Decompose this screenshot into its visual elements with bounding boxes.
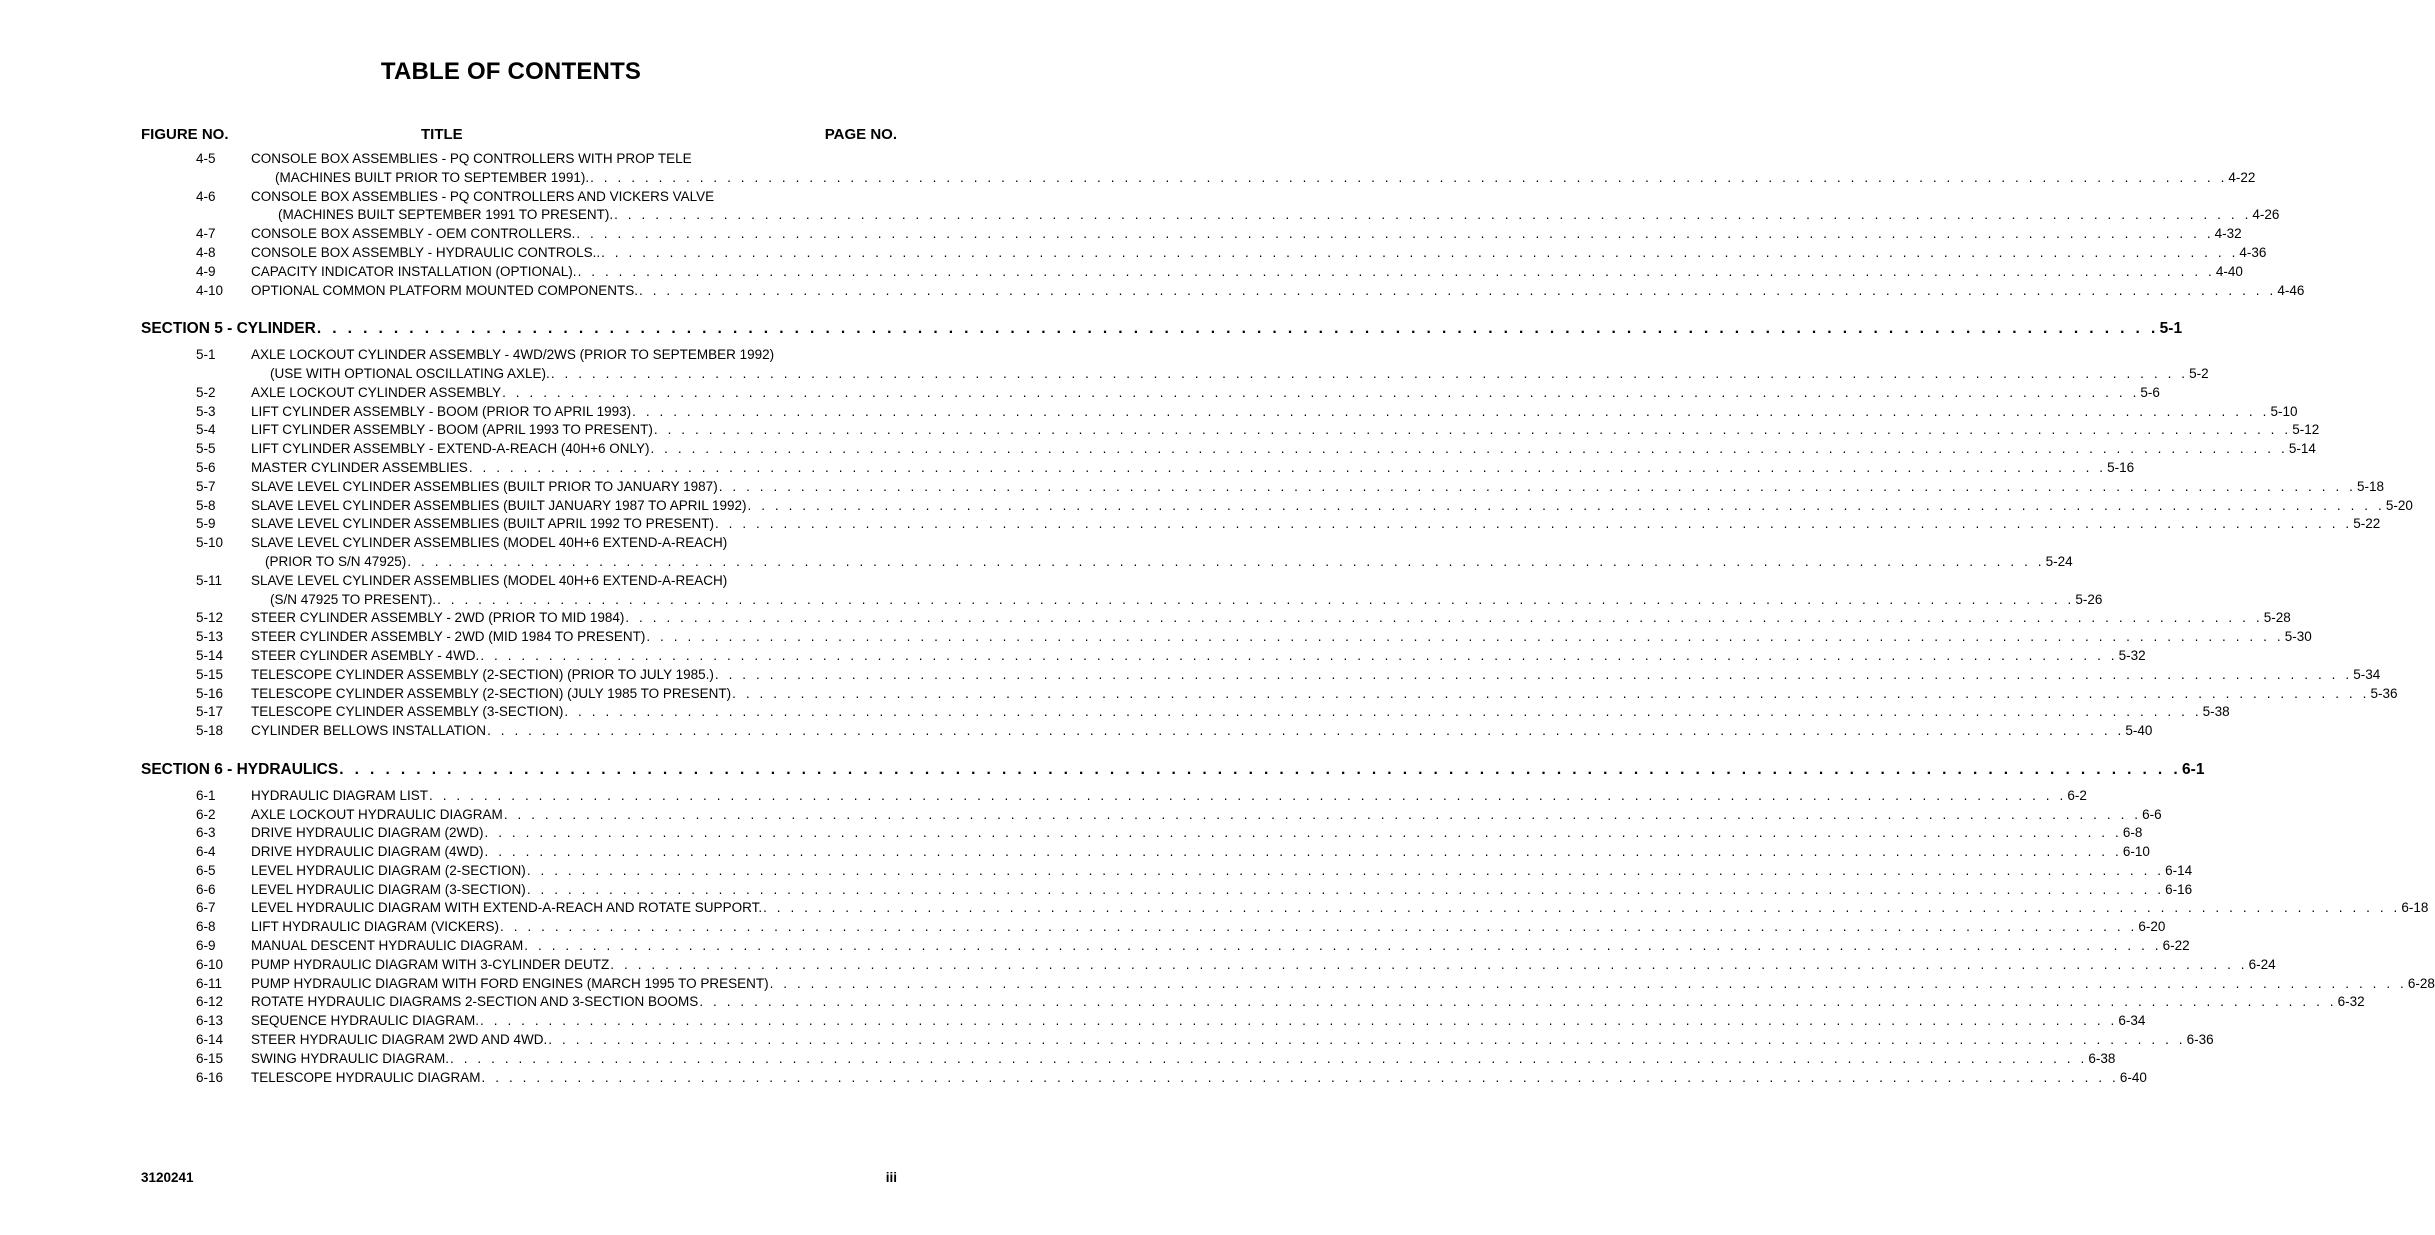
dot-leader: . . . . . . . . . . . . . . . . . . . . . . . . . . . . . . . . . . . . . . . . . . . . . . . . . . . . . . . . . . . . . . . . . . . . . . . . . . . . . . . . . . . . . . . . . . . . . . . . . . . . . . . . . . . . . . . . . . . . . . . . bbox=[450, 1050, 2088, 1066]
toc-entry-continuation bbox=[0, 365, 2209, 384]
figure-number: 6-5 bbox=[196, 862, 216, 878]
toc-leader-line bbox=[275, 169, 2256, 188]
toc-section-heading bbox=[0, 320, 2183, 339]
page-ref: 6-16 bbox=[2165, 881, 2193, 897]
figure-title: (PRIOR TO S/N 47925) bbox=[265, 553, 407, 569]
toc-leader-line bbox=[251, 1069, 2147, 1088]
toc-entry bbox=[0, 150, 954, 169]
figure-number: 6-9 bbox=[196, 938, 216, 954]
toc-leader-line bbox=[251, 956, 2276, 975]
page-ref: 6-36 bbox=[2186, 1032, 2214, 1048]
toc-section-heading bbox=[0, 760, 2205, 780]
toc-entry bbox=[0, 1050, 2116, 1069]
page-ref: 4-26 bbox=[2252, 207, 2280, 223]
toc-leader-line bbox=[251, 459, 2135, 478]
toc-entry bbox=[0, 824, 2143, 843]
section-title: SECTION 5 - CYLINDER bbox=[141, 320, 316, 338]
dot-leader: . . . . . . . . . . . . . . . . . . . . . . . . . . . . . . . . . . . . . . . . . . . . . . . . . . . . . . . . . . . . . . . . . . . . . . . . . . . . . . . . . . . . . . . . . . . . . . . . . . . . . . . . . . . . . . . . . . . . . . . . bbox=[625, 610, 2263, 626]
figure-number: 6-14 bbox=[196, 1032, 224, 1048]
dot-leader: . . . . . . . . . . . . . . . . . . . . . . . . . . . . . . . . . . . . . . . . . . . . . . . . . . . . . . . . . . . . . . . . . . . . . . . . . . . . . . . . . . . . . . . . . . . . . . . . . . . . . . . . . . . . . . . . . . . . . . . . bbox=[610, 956, 2248, 972]
toc-leader-line bbox=[141, 760, 2205, 780]
dot-leader: . . . . . . . . . . . . . . . . . . . . . . . . . . . . . . . . . . . . . . . . . . . . . . . . . . . . . . . . . . . . . . . . . . . . . . . . . . . . . . . . . . . . . . . . . . . . . . . . . . . . . . . . . . . . . . . . . . . . . . . . bbox=[763, 900, 2401, 916]
figure-title: OPTIONAL COMMON PLATFORM MOUNTED COMPONENTS. bbox=[251, 282, 639, 298]
toc-leader-line bbox=[251, 899, 2429, 918]
toc-entry bbox=[0, 263, 2243, 282]
page-ref: 5-32 bbox=[2118, 647, 2146, 663]
toc-leader-line bbox=[270, 591, 2103, 610]
dot-leader: . . . . . . . . . . . . . . . . . . . . . . . . . . . . . . . . . . . . . . . . . . . . . . . . . . . . . . . . . . . . . . . . . . . . . . . . . . . . . . . . . . . . . . . . . . . . . . . . . . . . . . . . . . . . . . . . . . . . . . . . bbox=[339, 760, 2182, 778]
figure-number: 6-13 bbox=[196, 1013, 224, 1029]
figure-number: 6-2 bbox=[196, 806, 216, 822]
toc-leader-line bbox=[251, 628, 2312, 647]
page-ref: 5-24 bbox=[2045, 553, 2073, 569]
toc-entry bbox=[0, 703, 2230, 722]
toc-entry bbox=[0, 403, 2298, 422]
figure-title: ROTATE HYDRAULIC DIAGRAMS 2-SECTION AND 3-SECTION BOOMS bbox=[251, 994, 699, 1010]
page-ref: 5-38 bbox=[2202, 704, 2230, 720]
toc-leader-line bbox=[251, 685, 2398, 704]
figure-title: LIFT CYLINDER ASSEMBLY - BOOM (PRIOR TO APRIL 1993) bbox=[251, 403, 632, 419]
figure-number: 6-4 bbox=[196, 844, 216, 860]
figure-number: 6-16 bbox=[196, 1069, 224, 1085]
dot-leader: . . . . . . . . . . . . . . . . . . . . . . . . . . . . . . . . . . . . . . . . . . . . . . . . . . . . . . . . . . . . . . . . . . . . . . . . . . . . . . . . . . . . . . . . . . . . . . . . . . . . . . . . . . . . . . . . . . . . . . . . bbox=[639, 282, 2277, 298]
page-ref: 5-18 bbox=[2357, 478, 2385, 494]
page-ref: 5-14 bbox=[2288, 441, 2316, 457]
figure-title: (MACHINES BUILT PRIOR TO SEPTEMBER 1991). bbox=[275, 169, 590, 185]
page-ref: 6-20 bbox=[2138, 919, 2166, 935]
toc-entry bbox=[0, 225, 2242, 244]
page-ref: 6-34 bbox=[2118, 1013, 2146, 1029]
figure-title: HYDRAULIC DIAGRAM LIST bbox=[251, 787, 429, 803]
figure-number: 5-18 bbox=[196, 723, 224, 739]
dot-leader: . . . . . . . . . . . . . . . . . . . . . . . . . . . . . . . . . . . . . . . . . . . . . . . . . . . . . . . . . . . . . . . . . . . . . . . . . . . . . . . . . . . . . . . . . . . . . . . . . . . . . . . . . . . . . . . . . . . . . . . . bbox=[590, 169, 2228, 185]
toc-leader-line bbox=[278, 206, 2280, 225]
figure-title: SLAVE LEVEL CYLINDER ASSEMBLIES (MODEL 40H+6 EXTEND-A-REACH) bbox=[251, 535, 728, 551]
figure-number: 5-11 bbox=[196, 572, 223, 588]
figure-number: 6-11 bbox=[196, 975, 223, 991]
figure-title: CONSOLE BOX ASSEMBLIES - PQ CONTROLLERS AND VICKERS VALVE bbox=[251, 188, 715, 204]
dot-leader: . . . . . . . . . . . . . . . . . . . . . . . . . . . . . . . . . . . . . . . . . . . . . . . . . . . . . . . . . . . . . . . . . . . . . . . . . . . . . . . . . . . . . . . . . . . . . . . . . . . . . . . . . . . . . . . . . . . . . . . . bbox=[769, 975, 2407, 991]
page-ref: 6-2 bbox=[2067, 787, 2087, 803]
toc-entry bbox=[0, 421, 2320, 440]
figure-title: CAPACITY INDICATOR INSTALLATION (OPTIONAL). bbox=[251, 263, 577, 279]
figure-title: SEQUENCE HYDRAULIC DIAGRAM. bbox=[251, 1013, 480, 1029]
page-ref: 6-8 bbox=[2122, 825, 2143, 841]
figure-number: 4-10 bbox=[196, 282, 224, 298]
figure-title: SWING HYDRAULIC DIAGRAM. bbox=[251, 1050, 450, 1066]
figure-title: DRIVE HYDRAULIC DIAGRAM (4WD) bbox=[251, 844, 484, 860]
toc-leader-line bbox=[251, 647, 2146, 666]
figure-title: PUMP HYDRAULIC DIAGRAM WITH FORD ENGINES (MARCH 1995 TO PRESENT) bbox=[251, 975, 769, 991]
dot-leader: . . . . . . . . . . . . . . . . . . . . . . . . . . . . . . . . . . . . . . . . . . . . . . . . . . . . . . . . . . . . . . . . . . . . . . . . . . . . . . . . . . . . . . . . . . . . . . . . . . . . . . . . . . . . . . . . . . . . . . . . bbox=[550, 365, 2189, 381]
page-ref: 4-46 bbox=[2277, 282, 2305, 298]
toc-entry bbox=[0, 609, 2291, 628]
figure-title: MANUAL DESCENT HYDRAULIC DIAGRAM bbox=[251, 938, 524, 954]
page-title: TABLE OF CONTENTS bbox=[380, 58, 642, 85]
figure-title: CYLINDER BELLOWS INSTALLATION bbox=[251, 723, 487, 739]
dot-leader: . . . . . . . . . . . . . . . . . . . . . . . . . . . . . . . . . . . . . . . . . . . . . . . . . . . . . . . . . . . . . . . . . . . . . . . . . . . . . . . . . . . . . . . . . . . . . . . . . . . . . . . . . . . . . . . . . . . . . . . . bbox=[502, 384, 2140, 400]
column-header-title: TITLE bbox=[421, 126, 463, 143]
toc-entry bbox=[0, 993, 2365, 1012]
page-ref: 5-12 bbox=[2292, 422, 2320, 438]
page-ref: 6-10 bbox=[2122, 844, 2150, 860]
toc-leader-line bbox=[251, 993, 2365, 1012]
toc-leader-line bbox=[251, 862, 2193, 881]
dot-leader: . . . . . . . . . . . . . . . . . . . . . . . . . . . . . . . . . . . . . . . . . . . . . . . . . . . . . . . . . . . . . . . . . . . . . . . . . . . . . . . . . . . . . . . . . . . . . . . . . . . . . . . . . . . . . . . . . . . . . . . . bbox=[503, 806, 2142, 822]
dot-leader: . . . . . . . . . . . . . . . . . . . . . . . . . . . . . . . . . . . . . . . . . . . . . . . . . . . . . . . . . . . . . . . . . . . . . . . . . . . . . . . . . . . . . . . . . . . . . . . . . . . . . . . . . . . . . . . . . . . . . . . . bbox=[407, 553, 2045, 569]
figure-number: 5-15 bbox=[196, 666, 224, 682]
toc-entry bbox=[0, 1012, 2146, 1031]
figure-number: 6-3 bbox=[196, 825, 216, 841]
figure-number: 5-17 bbox=[196, 704, 224, 720]
dot-leader: . . . . . . . . . . . . . . . . . . . . . . . . . . . . . . . . . . . . . . . . . . . . . . . . . . . . . . . . . . . . . . . . . . . . . . . . . . . . . . . . . . . . . . . . . . . . . . . . . . . . . . . . . . . . . . . . . . . . . . . . bbox=[632, 403, 2270, 419]
toc-entry bbox=[0, 384, 2160, 403]
dot-leader: . . . . . . . . . . . . . . . . . . . . . . . . . . . . . . . . . . . . . . . . . . . . . . . . . . . . . . . . . . . . . . . . . . . . . . . . . . . . . . . . . . . . . . . . . . . . . . . . . . . . . . . . . . . . . . . . . . . . . . . . bbox=[747, 497, 2385, 513]
toc-leader-line bbox=[251, 918, 2166, 937]
figure-title: SLAVE LEVEL CYLINDER ASSEMBLIES (BUILT APRIL 1992 TO PRESENT) bbox=[251, 516, 714, 532]
figure-title: (USE WITH OPTIONAL OSCILLATING AXLE). bbox=[270, 365, 550, 381]
toc-leader-line bbox=[251, 282, 2305, 301]
dot-leader: . . . . . . . . . . . . . . . . . . . . . . . . . . . . . . . . . . . . . . . . . . . . . . . . . . . . . . . . . . . . . . . . . . . . . . . . . . . . . . . . . . . . . . . . . . . . . . . . . . . . . . . . . . . . . . . . . . . . . . . . bbox=[480, 647, 2118, 663]
toc-entry bbox=[0, 346, 954, 365]
page-ref: 5-10 bbox=[2270, 403, 2298, 419]
toc-entry bbox=[0, 843, 2150, 862]
dot-leader: . . . . . . . . . . . . . . . . . . . . . . . . . . . . . . . . . . . . . . . . . . . . . . . . . . . . . . . . . . . . . . . . . . . . . . . . . . . . . . . . . . . . . . . . . . . . . . . . . . . . . . . . . . . . . . . . . . . . . . . . bbox=[500, 919, 2138, 935]
toc-entry bbox=[0, 956, 2276, 975]
column-header-figure-no: FIGURE NO. bbox=[141, 126, 229, 143]
figure-number: 5-14 bbox=[196, 647, 224, 663]
dot-leader: . . . . . . . . . . . . . . . . . . . . . . . . . . . . . . . . . . . . . . . . . . . . . . . . . . . . . . . . . . . . . . . . . . . . . . . . . . . . . . . . . . . . . . . . . . . . . . . . . . . . . . . . . . . . . . . . . . . . . . . . bbox=[481, 1069, 2119, 1085]
dot-leader: . . . . . . . . . . . . . . . . . . . . . . . . . . . . . . . . . . . . . . . . . . . . . . . . . . . . . . . . . . . . . . . . . . . . . . . . . . . . . . . . . . . . . . . . . . . . . . . . . . . . . . . . . . . . . . . . . . . . . . . . bbox=[429, 787, 2067, 803]
figure-title: CONSOLE BOX ASSEMBLIES - PQ CONTROLLERS WITH PROP TELE bbox=[251, 151, 692, 166]
dot-leader: . . . . . . . . . . . . . . . . . . . . . . . . . . . . . . . . . . . . . . . . . . . . . . . . . . . . . . . . . . . . . . . . . . . . . . . . . . . . . . . . . . . . . . . . . . . . . . . . . . . . . . . . . . . . . . . . . . . . . . . . bbox=[526, 862, 2165, 878]
dot-leader: . . . . . . . . . . . . . . . . . . . . . . . . . . . . . . . . . . . . . . . . . . . . . . . . . . . . . . . . . . . . . . . . . . . . . . . . . . . . . . . . . . . . . . . . . . . . . . . . . . . . . . . . . . . . . . . . . . . . . . . . bbox=[487, 723, 2125, 739]
toc-leader-line bbox=[251, 975, 2435, 994]
toc-entry bbox=[0, 647, 2146, 666]
toc-entry-continuation bbox=[0, 206, 2280, 225]
page-ref: 5-26 bbox=[2075, 591, 2103, 607]
toc-entry bbox=[0, 881, 2193, 900]
figure-title: TELESCOPE CYLINDER ASSEMBLY (2-SECTION) (JULY 1985 TO PRESENT) bbox=[251, 685, 732, 701]
toc-entry bbox=[0, 1069, 2147, 1088]
page-ref: 6-24 bbox=[2248, 956, 2276, 972]
toc-entry bbox=[0, 918, 2166, 937]
toc-leader-line bbox=[251, 1031, 2214, 1050]
figure-number: 5-6 bbox=[196, 459, 216, 475]
page-ref: 5-20 bbox=[2385, 497, 2413, 513]
toc-leader-line bbox=[251, 824, 2143, 843]
page-ref: 6-28 bbox=[2407, 975, 2435, 991]
figure-number: 5-7 bbox=[196, 478, 216, 494]
toc-entry bbox=[0, 459, 2135, 478]
toc-leader-line bbox=[251, 421, 2320, 440]
figure-number: 5-13 bbox=[196, 629, 224, 645]
figure-number: 4-9 bbox=[196, 263, 216, 279]
figure-number: 6-10 bbox=[196, 956, 224, 972]
dot-leader: . . . . . . . . . . . . . . . . . . . . . . . . . . . . . . . . . . . . . . . . . . . . . . . . . . . . . . . . . . . . . . . . . . . . . . . . . . . . . . . . . . . . . . . . . . . . . . . . . . . . . . . . . . . . . . . . . . . . . . . . bbox=[564, 704, 2202, 720]
figure-title: TELESCOPE CYLINDER ASSEMBLY (3-SECTION) bbox=[251, 704, 564, 720]
document-number: 3120241 bbox=[141, 1170, 194, 1185]
figure-title: CONSOLE BOX ASSEMBLY - OEM CONTROLLERS. bbox=[251, 226, 576, 242]
dot-leader: . . . . . . . . . . . . . . . . . . . . . . . . . . . . . . . . . . . . . . . . . . . . . . . . . . . . . . . . . . . . . . . . . . . . . . . . . . . . . . . . . . . . . . . . . . . . . . . . . . . . . . . . . . . . . . . . . . . . . . . . bbox=[732, 685, 2370, 701]
toc-leader-line bbox=[251, 787, 2087, 806]
page-ref: 6-22 bbox=[2162, 938, 2190, 954]
page-ref: 6-18 bbox=[2401, 900, 2429, 916]
toc-leader-line bbox=[251, 881, 2193, 900]
page-ref: 5-22 bbox=[2353, 516, 2381, 532]
dot-leader: . . . . . . . . . . . . . . . . . . . . . . . . . . . . . . . . . . . . . . . . . . . . . . . . . . . . . . . . . . . . . . . . . . . . . . . . . . . . . . . . . . . . . . . . . . . . . . . . . . . . . . . . . . . . . . . . . . . . . . . . bbox=[714, 516, 2353, 532]
figure-title: SLAVE LEVEL CYLINDER ASSEMBLIES (MODEL 40H+6 EXTEND-A-REACH) bbox=[251, 572, 728, 588]
figure-number: 5-10 bbox=[196, 535, 224, 551]
toc-entry bbox=[0, 685, 2398, 704]
toc-leader-line bbox=[251, 722, 2153, 741]
dot-leader: . . . . . . . . . . . . . . . . . . . . . . . . . . . . . . . . . . . . . . . . . . . . . . . . . . . . . . . . . . . . . . . . . . . . . . . . . . . . . . . . . . . . . . . . . . . . . . . . . . . . . . . . . . . . . . . . . . . . . . . . bbox=[526, 881, 2165, 897]
toc-entry-continuation bbox=[0, 553, 2073, 572]
page-ref: 6-38 bbox=[2088, 1050, 2116, 1066]
dot-leader: . . . . . . . . . . . . . . . . . . . . . . . . . . . . . . . . . . . . . . . . . . . . . . . . . . . . . . . . . . . . . . . . . . . . . . . . . . . . . . . . . . . . . . . . . . . . . . . . . . . . . . . . . . . . . . . . . . . . . . . . bbox=[480, 1013, 2118, 1029]
page-ref: 5-28 bbox=[2263, 610, 2291, 626]
toc-entry bbox=[0, 534, 954, 553]
figure-number: 6-12 bbox=[196, 994, 224, 1010]
figure-title: TELESCOPE HYDRAULIC DIAGRAM bbox=[251, 1069, 481, 1085]
toc-leader-line bbox=[251, 263, 2243, 282]
dot-leader: . . . . . . . . . . . . . . . . . . . . . . . . . . . . . . . . . . . . . . . . . . . . . . . . . . . . . . . . . . . . . . . . . . . . . . . . . . . . . . . . . . . . . . . . . . . . . . . . . . . . . . . . . . . . . . . . . . . . . . . . bbox=[699, 994, 2337, 1010]
toc-leader-line bbox=[251, 937, 2190, 956]
toc-list bbox=[0, 150, 2435, 1087]
dot-leader: . . . . . . . . . . . . . . . . . . . . . . . . . . . . . . . . . . . . . . . . . . . . . . . . . . . . . . . . . . . . . . . . . . . . . . . . . . . . . . . . . . . . . . . . . . . . . . . . . . . . . . . . . . . . . . . . . . . . . . . . bbox=[484, 825, 2122, 841]
toc-leader-line bbox=[265, 553, 2073, 572]
toc-entry bbox=[0, 899, 2429, 918]
page-ref: 5-30 bbox=[2284, 629, 2312, 645]
figure-number: 4-6 bbox=[196, 188, 216, 204]
page-ref: 6-6 bbox=[2142, 806, 2162, 822]
dot-leader: . . . . . . . . . . . . . . . . . . . . . . . . . . . . . . . . . . . . . . . . . . . . . . . . . . . . . . . . . . . . . . . . . . . . . . . . . . . . . . . . . . . . . . . . . . . . . . . . . . . . . . . . . . . . . . . . . . . . . . . . bbox=[577, 263, 2215, 279]
toc-leader-line bbox=[251, 1012, 2146, 1031]
toc-entry bbox=[0, 497, 2413, 516]
toc-leader-line bbox=[251, 806, 2162, 825]
page-ref: 6-32 bbox=[2337, 994, 2365, 1010]
toc-leader-line bbox=[251, 497, 2413, 516]
toc-entry bbox=[0, 628, 2312, 647]
toc-leader-line bbox=[251, 843, 2150, 862]
dot-leader: . . . . . . . . . . . . . . . . . . . . . . . . . . . . . . . . . . . . . . . . . . . . . . . . . . . . . . . . . . . . . . . . . . . . . . . . . . . . . . . . . . . . . . . . . . . . . . . . . . . . . . . . . . . . . . . . . . . . . . . . bbox=[646, 629, 2284, 645]
figure-number: 5-8 bbox=[196, 497, 216, 513]
page-ref: 5-40 bbox=[2125, 723, 2153, 739]
dot-leader: . . . . . . . . . . . . . . . . . . . . . . . . . . . . . . . . . . . . . . . . . . . . . . . . . . . . . . . . . . . . . . . . . . . . . . . . . . . . . . . . . . . . . . . . . . . . . . . . . . . . . . . . . . . . . . . . . . . . . . . . bbox=[548, 1032, 2186, 1048]
figure-title: STEER CYLINDER ASSEMBLY - 2WD (MID 1984 TO PRESENT) bbox=[251, 629, 646, 645]
page-ref: 5-36 bbox=[2370, 685, 2398, 701]
toc-leader-line bbox=[251, 384, 2160, 403]
figure-title: LEVEL HYDRAULIC DIAGRAM (2-SECTION) bbox=[251, 862, 526, 878]
figure-title: PUMP HYDRAULIC DIAGRAM WITH 3-CYLINDER DEUTZ bbox=[251, 956, 610, 972]
toc-leader-line bbox=[251, 703, 2230, 722]
figure-number: 5-12 bbox=[196, 610, 224, 626]
figure-title: DRIVE HYDRAULIC DIAGRAM (2WD) bbox=[251, 825, 484, 841]
toc-entry bbox=[0, 1031, 2214, 1050]
page-ref: 5-34 bbox=[2353, 666, 2381, 682]
toc-entry bbox=[0, 975, 2435, 994]
toc-entry bbox=[0, 188, 954, 207]
page-ref: 6-40 bbox=[2119, 1069, 2147, 1085]
page-ref: 4-32 bbox=[2214, 226, 2242, 242]
figure-title: SLAVE LEVEL CYLINDER ASSEMBLIES (BUILT PRIOR TO JANUARY 1987) bbox=[251, 478, 718, 494]
figure-number: 6-7 bbox=[196, 900, 216, 916]
toc-entry bbox=[0, 572, 954, 591]
section-title: SECTION 6 - HYDRAULICS bbox=[141, 760, 339, 778]
toc-leader-line bbox=[251, 440, 2316, 459]
toc-entry bbox=[0, 666, 2381, 685]
toc-entry bbox=[0, 806, 2162, 825]
toc-leader-line bbox=[251, 244, 2267, 263]
toc-leader-line bbox=[251, 609, 2291, 628]
dot-leader: . . . . . . . . . . . . . . . . . . . . . . . . . . . . . . . . . . . . . . . . . . . . . . . . . . . . . . . . . . . . . . . . . . . . . . . . . . . . . . . . . . . . . . . . . . . . . . . . . . . . . . . . . . . . . . . . . . . . . . . . bbox=[601, 244, 2239, 260]
page-ref: 5-16 bbox=[2107, 459, 2135, 475]
dot-leader: . . . . . . . . . . . . . . . . . . . . . . . . . . . . . . . . . . . . . . . . . . . . . . . . . . . . . . . . . . . . . . . . . . . . . . . . . . . . . . . . . . . . . . . . . . . . . . . . . . . . . . . . . . . . . . . . . . . . . . . . bbox=[468, 459, 2107, 475]
figure-number: 5-1 bbox=[196, 347, 216, 363]
figure-title: SLAVE LEVEL CYLINDER ASSEMBLIES (BUILT JANUARY 1987 TO APRIL 1992) bbox=[251, 497, 747, 513]
dot-leader: . . . . . . . . . . . . . . . . . . . . . . . . . . . . . . . . . . . . . . . . . . . . . . . . . . . . . . . . . . . . . . . . . . . . . . . . . . . . . . . . . . . . . . . . . . . . . . . . . . . . . . . . . . . . . . . . . . . . . . . . bbox=[714, 666, 2353, 682]
toc-entry-continuation bbox=[0, 169, 2256, 188]
figure-number: 4-8 bbox=[196, 244, 216, 260]
figure-number: 5-4 bbox=[196, 422, 216, 438]
figure-title: AXLE LOCKOUT HYDRAULIC DIAGRAM bbox=[251, 806, 503, 822]
page-ref: 6-1 bbox=[2182, 760, 2205, 778]
figure-title: LIFT HYDRAULIC DIAGRAM (VICKERS) bbox=[251, 919, 500, 935]
toc-leader-line bbox=[251, 403, 2298, 422]
page-ref: 5-1 bbox=[2159, 320, 2183, 338]
figure-title: AXLE LOCKOUT CYLINDER ASSEMBLY bbox=[251, 384, 502, 400]
dot-leader: . . . . . . . . . . . . . . . . . . . . . . . . . . . . . . . . . . . . . . . . . . . . . . . . . . . . . . . . . . . . . . . . . . . . . . . . . . . . . . . . . . . . . . . . . . . . . . . . . . . . . . . . . . . . . . . . . . . . . . . . bbox=[576, 226, 2214, 242]
figure-number: 4-7 bbox=[196, 226, 216, 242]
figure-title: LEVEL HYDRAULIC DIAGRAM (3-SECTION) bbox=[251, 881, 526, 897]
figure-number: 6-8 bbox=[196, 919, 216, 935]
dot-leader: . . . . . . . . . . . . . . . . . . . . . . . . . . . . . . . . . . . . . . . . . . . . . . . . . . . . . . . . . . . . . . . . . . . . . . . . . . . . . . . . . . . . . . . . . . . . . . . . . . . . . . . . . . . . . . . . . . . . . . . . bbox=[718, 478, 2357, 494]
toc-entry bbox=[0, 787, 2087, 806]
dot-leader: . . . . . . . . . . . . . . . . . . . . . . . . . . . . . . . . . . . . . . . . . . . . . . . . . . . . . . . . . . . . . . . . . . . . . . . . . . . . . . . . . . . . . . . . . . . . . . . . . . . . . . . . . . . . . . . . . . . . . . . . bbox=[484, 844, 2122, 860]
column-header-page-no: PAGE NO. bbox=[824, 126, 897, 143]
page-ref: 4-40 bbox=[2215, 263, 2243, 279]
figure-title: TELESCOPE CYLINDER ASSEMBLY (2-SECTION) (PRIOR TO JULY 1985.) bbox=[251, 666, 714, 682]
dot-leader: . . . . . . . . . . . . . . . . . . . . . . . . . . . . . . . . . . . . . . . . . . . . . . . . . . . . . . . . . . . . . . . . . . . . . . . . . . . . . . . . . . . . . . . . . . . . . . . . . . . . . . . . . . . . . . . . . . . . . . . . bbox=[437, 591, 2075, 607]
page-ref: 5-6 bbox=[2140, 384, 2160, 400]
figure-title: CONSOLE BOX ASSEMBLY - HYDRAULIC CONTROLS.. bbox=[251, 244, 601, 260]
figure-number: 5-3 bbox=[196, 403, 216, 419]
figure-number: 4-5 bbox=[196, 151, 216, 166]
toc-leader-line bbox=[251, 515, 2381, 534]
toc-entry bbox=[0, 722, 2153, 741]
figure-title: STEER CYLINDER ASSEMBLY - 2WD (PRIOR TO MID 1984) bbox=[251, 610, 625, 626]
dot-leader: . . . . . . . . . . . . . . . . . . . . . . . . . . . . . . . . . . . . . . . . . . . . . . . . . . . . . . . . . . . . . . . . . . . . . . . . . . . . . . . . . . . . . . . . . . . . . . . . . . . . . . . . . . . . . . . . . . . . . . . . bbox=[614, 207, 2252, 223]
figure-number: 5-16 bbox=[196, 685, 224, 701]
figure-title: (MACHINES BUILT SEPTEMBER 1991 TO PRESENT). bbox=[278, 207, 614, 223]
toc-entry bbox=[0, 244, 2267, 263]
figure-number: 6-1 bbox=[196, 787, 216, 803]
figure-title: STEER CYLINDER ASEMBLY - 4WD. bbox=[251, 647, 480, 663]
page-ref: 4-36 bbox=[2239, 244, 2267, 260]
figure-title: MASTER CYLINDER ASSEMBLIES bbox=[251, 459, 468, 475]
toc-entry bbox=[0, 440, 2316, 459]
page-ref: 6-14 bbox=[2165, 862, 2193, 878]
figure-title: LIFT CYLINDER ASSEMBLY - BOOM (APRIL 1993 TO PRESENT) bbox=[251, 422, 653, 438]
toc-leader-line bbox=[251, 666, 2381, 685]
figure-title: LEVEL HYDRAULIC DIAGRAM WITH EXTEND-A-REACH AND ROTATE SUPPORT. bbox=[251, 900, 763, 916]
figure-number: 5-2 bbox=[196, 384, 216, 400]
dot-leader: . . . . . . . . . . . . . . . . . . . . . . . . . . . . . . . . . . . . . . . . . . . . . . . . . . . . . . . . . . . . . . . . . . . . . . . . . . . . . . . . . . . . . . . . . . . . . . . . . . . . . . . . . . . . . . . . . . . . . . . . bbox=[650, 441, 2288, 457]
toc-leader-line bbox=[251, 225, 2242, 244]
dot-leader: . . . . . . . . . . . . . . . . . . . . . . . . . . . . . . . . . . . . . . . . . . . . . . . . . . . . . . . . . . . . . . . . . . . . . . . . . . . . . . . . . . . . . . . . . . . . . . . . . . . . . . . . . . . . . . . . . . . . . . . . bbox=[316, 320, 2159, 338]
figure-title: STEER HYDRAULIC DIAGRAM 2WD AND 4WD. bbox=[251, 1032, 548, 1048]
toc-entry bbox=[0, 478, 2385, 497]
figure-title: LIFT CYLINDER ASSEMBLY - EXTEND-A-REACH (40H+6 ONLY) bbox=[251, 441, 650, 457]
toc-entry bbox=[0, 862, 2193, 881]
figure-title: (S/N 47925 TO PRESENT). bbox=[270, 591, 437, 607]
toc-leader-line bbox=[251, 478, 2385, 497]
toc-entry bbox=[0, 515, 2381, 534]
dot-leader: . . . . . . . . . . . . . . . . . . . . . . . . . . . . . . . . . . . . . . . . . . . . . . . . . . . . . . . . . . . . . . . . . . . . . . . . . . . . . . . . . . . . . . . . . . . . . . . . . . . . . . . . . . . . . . . . . . . . . . . . bbox=[653, 422, 2292, 438]
figure-number: 6-6 bbox=[196, 881, 216, 897]
page-number: iii bbox=[885, 1170, 897, 1185]
page-ref: 5-2 bbox=[2189, 365, 2209, 381]
toc-entry bbox=[0, 937, 2190, 956]
toc-leader-line bbox=[251, 1050, 2116, 1069]
toc-leader-line bbox=[270, 365, 2209, 384]
figure-title: AXLE LOCKOUT CYLINDER ASSEMBLY - 4WD/2WS (PRIOR TO SEPTEMBER 1992) bbox=[251, 347, 775, 363]
page-ref: 4-22 bbox=[2228, 169, 2256, 185]
figure-number: 5-5 bbox=[196, 441, 216, 457]
figure-number: 6-15 bbox=[196, 1050, 224, 1066]
toc-entry bbox=[0, 282, 2305, 301]
dot-leader: . . . . . . . . . . . . . . . . . . . . . . . . . . . . . . . . . . . . . . . . . . . . . . . . . . . . . . . . . . . . . . . . . . . . . . . . . . . . . . . . . . . . . . . . . . . . . . . . . . . . . . . . . . . . . . . . . . . . . . . . bbox=[524, 938, 2162, 954]
toc-leader-line bbox=[141, 320, 2183, 339]
figure-number: 5-9 bbox=[196, 516, 216, 532]
toc-entry-continuation bbox=[0, 591, 2103, 610]
